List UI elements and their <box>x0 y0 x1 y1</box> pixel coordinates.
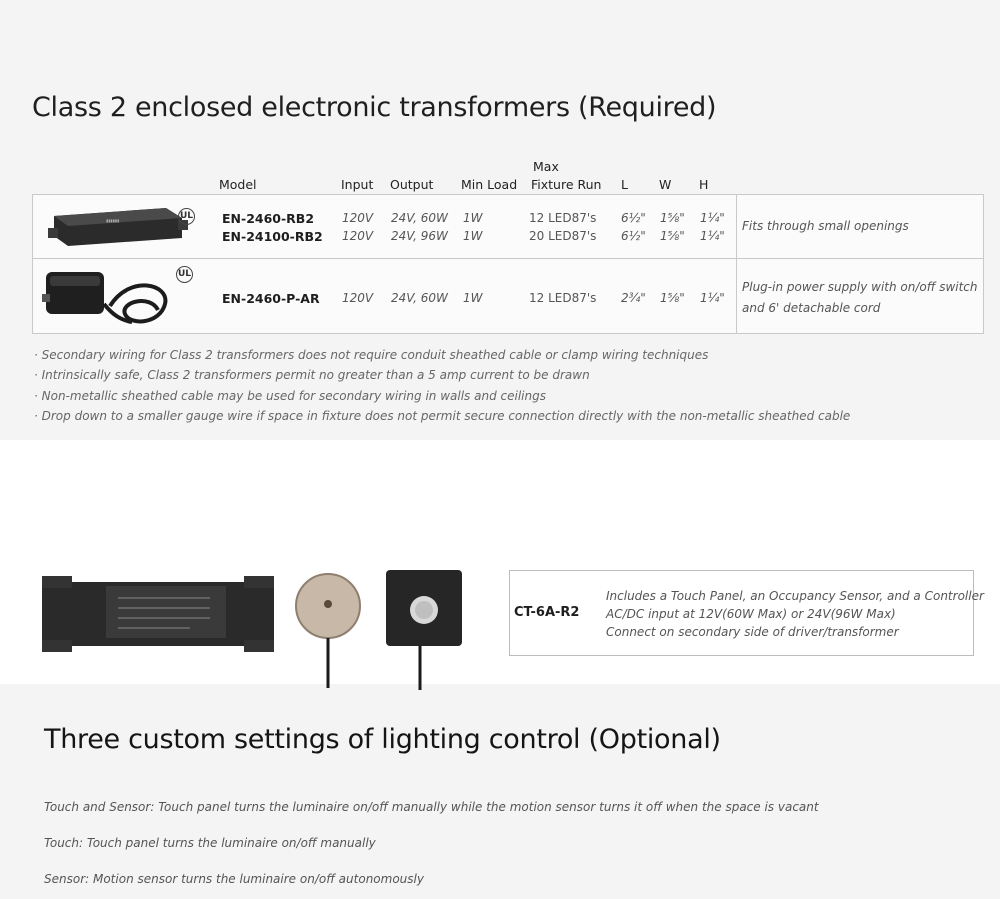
row-1-min-load: 1W <box>463 211 483 225</box>
row-2-input: 120V <box>342 229 374 243</box>
row-3-min-load: 1W <box>463 291 483 305</box>
row-3-h: 1¼" <box>700 291 725 305</box>
row-1-h: 1¼" <box>700 211 725 225</box>
settings-title: Three custom settings of lighting control (Optional) <box>44 724 721 755</box>
bullet-2: · Intrinsically safe, Class 2 transformers permit no greater than a 5 amp current to be drawn <box>34 368 590 382</box>
bullet-1: · Secondary wiring for Class 2 transformers does not require conduit sheathed cable or clamp wiring techniques <box>34 348 709 362</box>
table-row-divider <box>32 258 984 259</box>
row-2-fixture-run: 20 LED87's <box>529 229 597 243</box>
row-2-min-load: 1W <box>463 229 483 243</box>
plug-in-power-supply-image <box>40 264 180 332</box>
row-2-l: 6½" <box>621 229 646 243</box>
row-3-fixture-run: 12 LED87's <box>529 291 597 305</box>
row-3-model: EN-2460-P-AR <box>222 291 320 306</box>
header-fixture-run: Fixture Run <box>531 177 602 192</box>
header-h: H <box>699 177 709 192</box>
row-3-input: 120V <box>342 291 374 305</box>
controller-line-2: AC/DC input at 12V(60W Max) or 24V(96W Max) <box>606 607 896 621</box>
row-1-input: 120V <box>342 211 374 225</box>
controller-line-1: Includes a Touch Panel, an Occupancy Sensor, and a Controller <box>606 589 984 603</box>
row-1-output: 24V, 60W <box>391 211 448 225</box>
transformer-box-image <box>46 202 196 252</box>
ul-listed-icon: UL <box>178 208 195 225</box>
setting-touch-and-sensor: Touch and Sensor: Touch panel turns the luminaire on/off manually while the motion sensor turns it off when the space is vacant <box>44 800 819 814</box>
svg-text:▮▮▮▮▮▮: ▮▮▮▮▮▮ <box>106 218 120 223</box>
header-input: Input <box>341 177 374 192</box>
bullet-3: · Non-metallic sheathed cable may be used for secondary wiring in walls and ceilings <box>34 389 546 403</box>
transformers-title: Class 2 enclosed electronic transformers (Required) <box>32 92 717 123</box>
row-3-note-line-2: and 6' detachable cord <box>742 301 881 315</box>
row-1-note: Fits through small openings <box>742 219 909 233</box>
ul-listed-icon: UL <box>176 266 193 283</box>
header-output: Output <box>390 177 434 192</box>
setting-touch: Touch: Touch panel turns the luminaire on/off manually <box>44 836 376 850</box>
header-l: L <box>621 177 628 192</box>
row-1-w: 1⅝" <box>660 211 685 225</box>
controller-line-3: Connect on secondary side of driver/transformer <box>606 625 899 639</box>
row-3-l: 2¾" <box>621 291 646 305</box>
row-1-fixture-run: 12 LED87's <box>529 211 597 225</box>
header-min-load: Min Load <box>461 177 518 192</box>
controller-model: CT-6A-R2 <box>514 605 580 620</box>
controller-box-image <box>40 574 280 654</box>
touch-panel-image <box>292 570 368 688</box>
occupancy-sensor-image <box>384 568 464 690</box>
row-1-model: EN-2460-RB2 <box>222 211 315 226</box>
row-3-note-line-1: Plug-in power supply with on/off switch <box>742 280 978 294</box>
header-model: Model <box>219 177 257 192</box>
row-2-w: 1⅝" <box>660 229 685 243</box>
bullet-4: · Drop down to a smaller gauge wire if space in fixture does not permit secure connection directly with the non-metallic sheathed cable <box>34 409 851 423</box>
table-column-divider <box>736 194 737 334</box>
settings-section-bg <box>0 684 1000 899</box>
row-2-output: 24V, 96W <box>391 229 448 243</box>
row-1-l: 6½" <box>621 211 646 225</box>
row-3-output: 24V, 60W <box>391 291 448 305</box>
header-max: Max <box>533 159 559 174</box>
row-2-model: EN-24100-RB2 <box>222 229 323 244</box>
setting-sensor: Sensor: Motion sensor turns the luminaire on/off autonomously <box>44 872 424 886</box>
header-w: W <box>659 177 672 192</box>
row-2-h: 1¼" <box>700 229 725 243</box>
row-3-w: 1⅝" <box>660 291 685 305</box>
